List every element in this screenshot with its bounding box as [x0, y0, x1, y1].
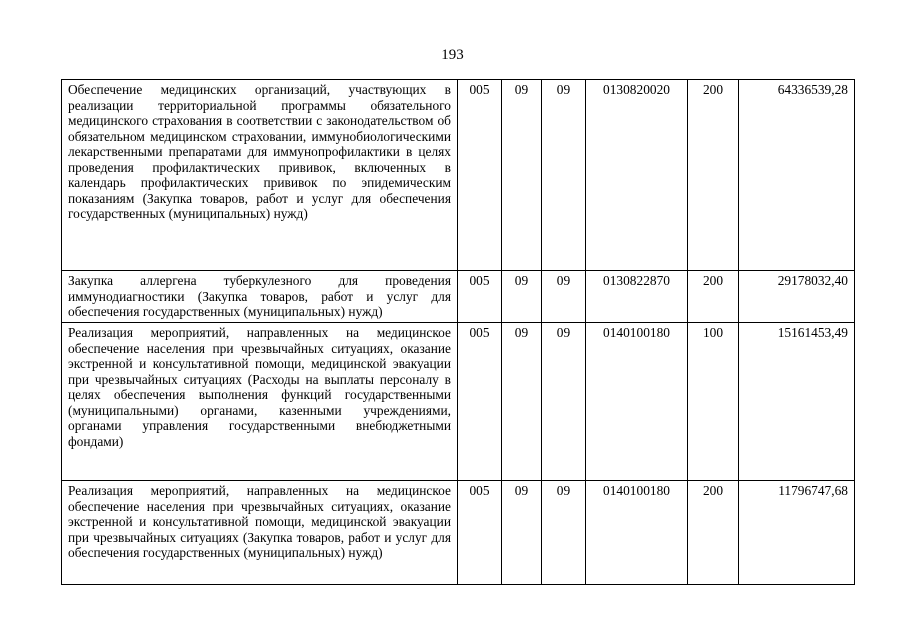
section-code: 09: [502, 271, 542, 323]
amount: 29178032,40: [739, 271, 855, 323]
target-article-code: 0130822870: [586, 271, 688, 323]
amount: 11796747,68: [739, 481, 855, 585]
row-description: Реализация мероприятий, направленных на медицинское обеспечение населения при чрезвычайных ситуациях, оказание экстренной и консультативной помощи, медицинской эвакуации при чрезвычайных ситуациях (Расходы на выплаты персоналу в целях обеспечения выполнения функций государственными (муниципальными) органами, казенными учреждениями, органами управления государственными внебюджетными фондами): [62, 323, 458, 481]
row-description: Обеспечение медицинских организаций, участвующих в реализации территориальной программы обязательного медицинского страхования в соответствии с законодательством об обязательном медицинском страховании, иммунобиологическими лекарственными препаратами для иммунопрофилактики в целях проведения профилактических прививок, включенных в календарь профилактических прививок по эпидемическим показаниям (Закупка товаров, работ и услуг для обеспечения государственных (муниципальных) нужд): [62, 80, 458, 271]
ministry-code: 005: [458, 323, 502, 481]
budget-table: [61, 79, 855, 585]
ministry-code: 005: [458, 481, 502, 585]
page-number: 193: [441, 47, 464, 63]
expense-type-code: 200: [688, 481, 739, 585]
subsection-code: 09: [542, 271, 586, 323]
row-description: Реализация мероприятий, направленных на медицинское обеспечение населения при чрезвычайных ситуациях, оказание экстренной и консультативной помощи, медицинской эвакуации при чрезвычайных ситуациях (Закупка товаров, работ и услуг для обеспечения государственных (муниципальных) нужд): [62, 481, 458, 585]
target-article-code: 0140100180: [586, 323, 688, 481]
table-row: [62, 481, 855, 585]
expense-type-code: 200: [688, 80, 739, 271]
ministry-code: 005: [458, 271, 502, 323]
section-code: 09: [502, 323, 542, 481]
section-code: 09: [502, 481, 542, 585]
table-row: [62, 80, 855, 271]
subsection-code: 09: [542, 481, 586, 585]
ministry-code: 005: [458, 80, 502, 271]
subsection-code: 09: [542, 80, 586, 271]
subsection-code: 09: [542, 323, 586, 481]
expense-type-code: 200: [688, 271, 739, 323]
amount: 15161453,49: [739, 323, 855, 481]
target-article-code: 0130820020: [586, 80, 688, 271]
amount: 64336539,28: [739, 80, 855, 271]
table-row: [62, 323, 855, 481]
table-row: [62, 271, 855, 323]
section-code: 09: [502, 80, 542, 271]
target-article-code: 0140100180: [586, 481, 688, 585]
row-description: Закупка аллергена туберкулезного для проведения иммунодиагностики (Закупка товаров, работ и услуг для обеспечения государственных (муниципальных) нужд): [62, 271, 458, 323]
expense-type-code: 100: [688, 323, 739, 481]
